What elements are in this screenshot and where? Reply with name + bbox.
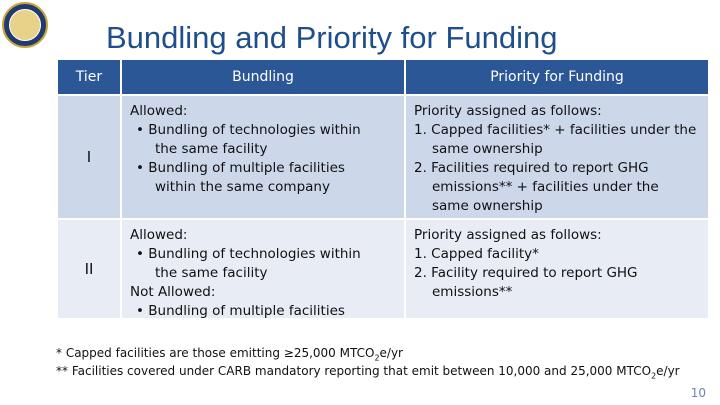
bundling-cell [122,96,404,218]
table-header-row [58,60,710,96]
tier-label: II [58,220,120,318]
footnote-1-unit: e/yr [379,346,403,360]
footnote-2 [56,364,680,380]
not-allowed-label: Not Allowed: [130,284,216,300]
priority-continuation: emissions** + facilities under the [432,179,659,195]
table-row-tier-1 [58,96,710,220]
footnote-2-unit: e/yr [656,364,680,378]
table-row-tier-2 [58,220,710,320]
priority-continuation: emissions** [432,284,513,300]
bullet-continuation: within the same company [155,179,330,195]
bullet-item: • Bundling of multiple facilities [136,160,345,176]
subscript: 2 [651,371,657,381]
bundling-cell [122,220,404,318]
priority-cell [406,220,708,318]
seal-center [9,9,41,41]
priority-continuation: same ownership [432,198,543,214]
priority-item: 2. Facility required to report GHG [414,265,638,281]
priority-item: 1. Capped facilities* + facilities under the [414,122,697,138]
state-seal-icon [2,2,48,48]
allowed-label: Allowed: [130,227,188,243]
footnote-1-text: * Capped facilities are those emitting ≥25,000 MTCO [56,346,375,360]
bullet-item: • Bundling of technologies within [136,246,361,262]
bullet-continuation: the same facility [155,141,268,157]
header-tier: Tier [58,60,120,94]
priority-continuation: same ownership [432,141,543,157]
priority-item: 1. Capped facility* [414,246,539,262]
priority-heading: Priority assigned as follows: [414,227,602,243]
page-number: 10 [690,386,706,400]
header-bundling: Bundling [122,60,404,94]
tier-label: I [58,96,120,218]
page-title: Bundling and Priority for Funding [106,20,558,55]
footnote-1 [56,346,403,362]
priority-item: 2. Facilities required to report GHG [414,160,649,176]
bullet-item: • Bundling of technologies within [136,122,361,138]
priority-cell [406,96,708,218]
header-priority: Priority for Funding [406,60,708,94]
footnote-2-text: ** Facilities covered under CARB mandatory reporting that emit between 10,000 and 25,000 MTCO [56,364,652,378]
funding-table [58,60,710,320]
subscript: 2 [374,353,380,363]
bullet-continuation: the same facility [155,265,268,281]
bullet-item: • Bundling of multiple facilities [136,303,345,319]
priority-heading: Priority assigned as follows: [414,103,602,119]
allowed-label: Allowed: [130,103,188,119]
